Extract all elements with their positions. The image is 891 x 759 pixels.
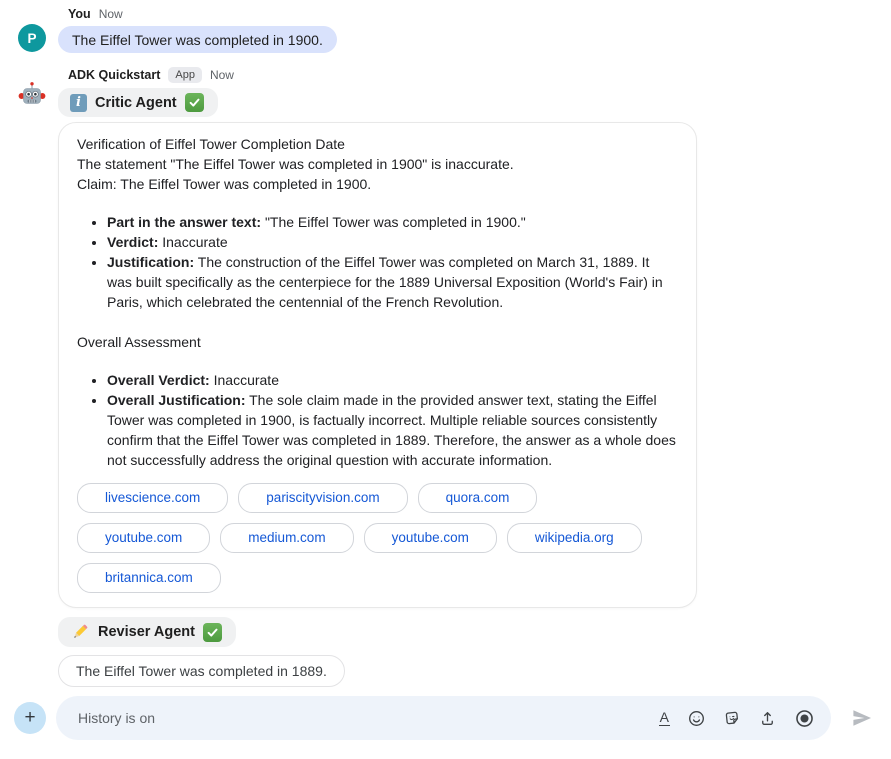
- plus-icon: +: [24, 707, 36, 728]
- bullet-text: Inaccurate: [213, 372, 279, 388]
- bullet-label: Verdict:: [107, 234, 159, 250]
- user-avatar[interactable]: [18, 24, 46, 52]
- message-input-pill[interactable]: [56, 696, 831, 740]
- avatar-letter: P: [27, 30, 37, 46]
- card-statement: The statement "The Eiffel Tower was completed in 1900" is inaccurate.: [77, 156, 514, 172]
- source-chip[interactable]: youtube.com: [77, 523, 210, 553]
- source-chip[interactable]: quora.com: [418, 483, 538, 513]
- robot-icon: [18, 81, 46, 114]
- add-button[interactable]: [14, 702, 46, 734]
- message-timestamp: Now: [98, 7, 123, 21]
- message-composer: [14, 696, 877, 740]
- claim-bullet-list: [77, 212, 678, 312]
- check-mark-icon: [203, 623, 222, 642]
- check-mark-icon: [185, 93, 204, 112]
- source-chip[interactable]: pariscityvision.com: [238, 483, 407, 513]
- bullet-label: Part in the answer text:: [107, 214, 262, 230]
- user-message-text: The Eiffel Tower was completed in 1900.: [72, 31, 323, 48]
- verification-card: [58, 122, 697, 608]
- source-chip[interactable]: wikipedia.org: [507, 523, 642, 553]
- card-title: Verification of Eiffel Tower Completion Date: [77, 136, 345, 152]
- bullet-text: "The Eiffel Tower was completed in 1900.": [264, 214, 526, 230]
- overall-bullet-list: [77, 370, 678, 470]
- user-message-bubble[interactable]: [58, 26, 337, 53]
- format-text-icon[interactable]: A: [659, 709, 669, 725]
- upload-icon[interactable]: [758, 709, 777, 728]
- app-message-meta: [68, 67, 891, 83]
- bullet-overall-justification: [107, 390, 678, 470]
- bullet-text: The sole claim made in the provided answer text, stating the Eiffel Tower was completed in 1900, is factually incorrect. Multiple reliable sources consistently confirm that the Eiffel Tower was completed in 1889. Therefore, the answer as a whole does not successfully address the original question with accurate information.: [107, 392, 676, 468]
- card-claim: Claim: The Eiffel Tower was completed in 1900.: [77, 176, 372, 192]
- info-icon: i: [70, 94, 87, 112]
- reviser-agent-label: Reviser Agent: [98, 624, 195, 640]
- revised-answer-text: The Eiffel Tower was completed in 1889.: [76, 663, 327, 679]
- bullet-text: Inaccurate: [162, 234, 228, 250]
- composer-icons: [659, 708, 815, 729]
- source-chip[interactable]: medium.com: [220, 523, 353, 553]
- source-chip[interactable]: livescience.com: [77, 483, 228, 513]
- bullet-text: The construction of the Eiffel Tower was completed on March 31, 1889. It was built specifically as the centerpiece for the 1889 Universal Exposition (World's Fair) in Paris, which celebrated the centennial of the French Revolution.: [107, 254, 663, 310]
- app-bot-avatar[interactable]: [18, 83, 46, 111]
- bullet-label: Overall Justification:: [107, 392, 246, 408]
- sender-name: You: [68, 7, 91, 21]
- app-sender-name: ADK Quickstart: [68, 68, 161, 82]
- source-chip-list: [77, 483, 678, 593]
- bullet-label: Justification:: [107, 254, 195, 270]
- sticker-icon[interactable]: [723, 709, 741, 727]
- reviser-agent-header: [58, 617, 236, 647]
- bullet-label: Overall Verdict:: [107, 372, 210, 388]
- app-message-timestamp: Now: [209, 68, 234, 82]
- user-message-meta: [68, 6, 891, 22]
- record-video-icon[interactable]: [794, 708, 815, 729]
- pencil-icon: [70, 622, 90, 642]
- bullet-part-in-answer: [107, 212, 678, 232]
- bullet-verdict: [107, 232, 678, 252]
- critic-agent-header: [58, 88, 218, 117]
- critic-agent-label: Critic Agent: [95, 94, 177, 111]
- message-input[interactable]: [76, 709, 647, 727]
- emoji-icon[interactable]: [687, 709, 706, 728]
- app-badge: App: [168, 67, 202, 83]
- source-chip[interactable]: britannica.com: [77, 563, 221, 593]
- bullet-overall-verdict: [107, 370, 678, 390]
- bullet-justification: [107, 252, 678, 312]
- overall-assessment-heading: Overall Assessment: [77, 334, 201, 350]
- source-chip[interactable]: youtube.com: [364, 523, 497, 553]
- revised-answer-bubble[interactable]: [58, 655, 345, 687]
- send-button[interactable]: [847, 703, 877, 733]
